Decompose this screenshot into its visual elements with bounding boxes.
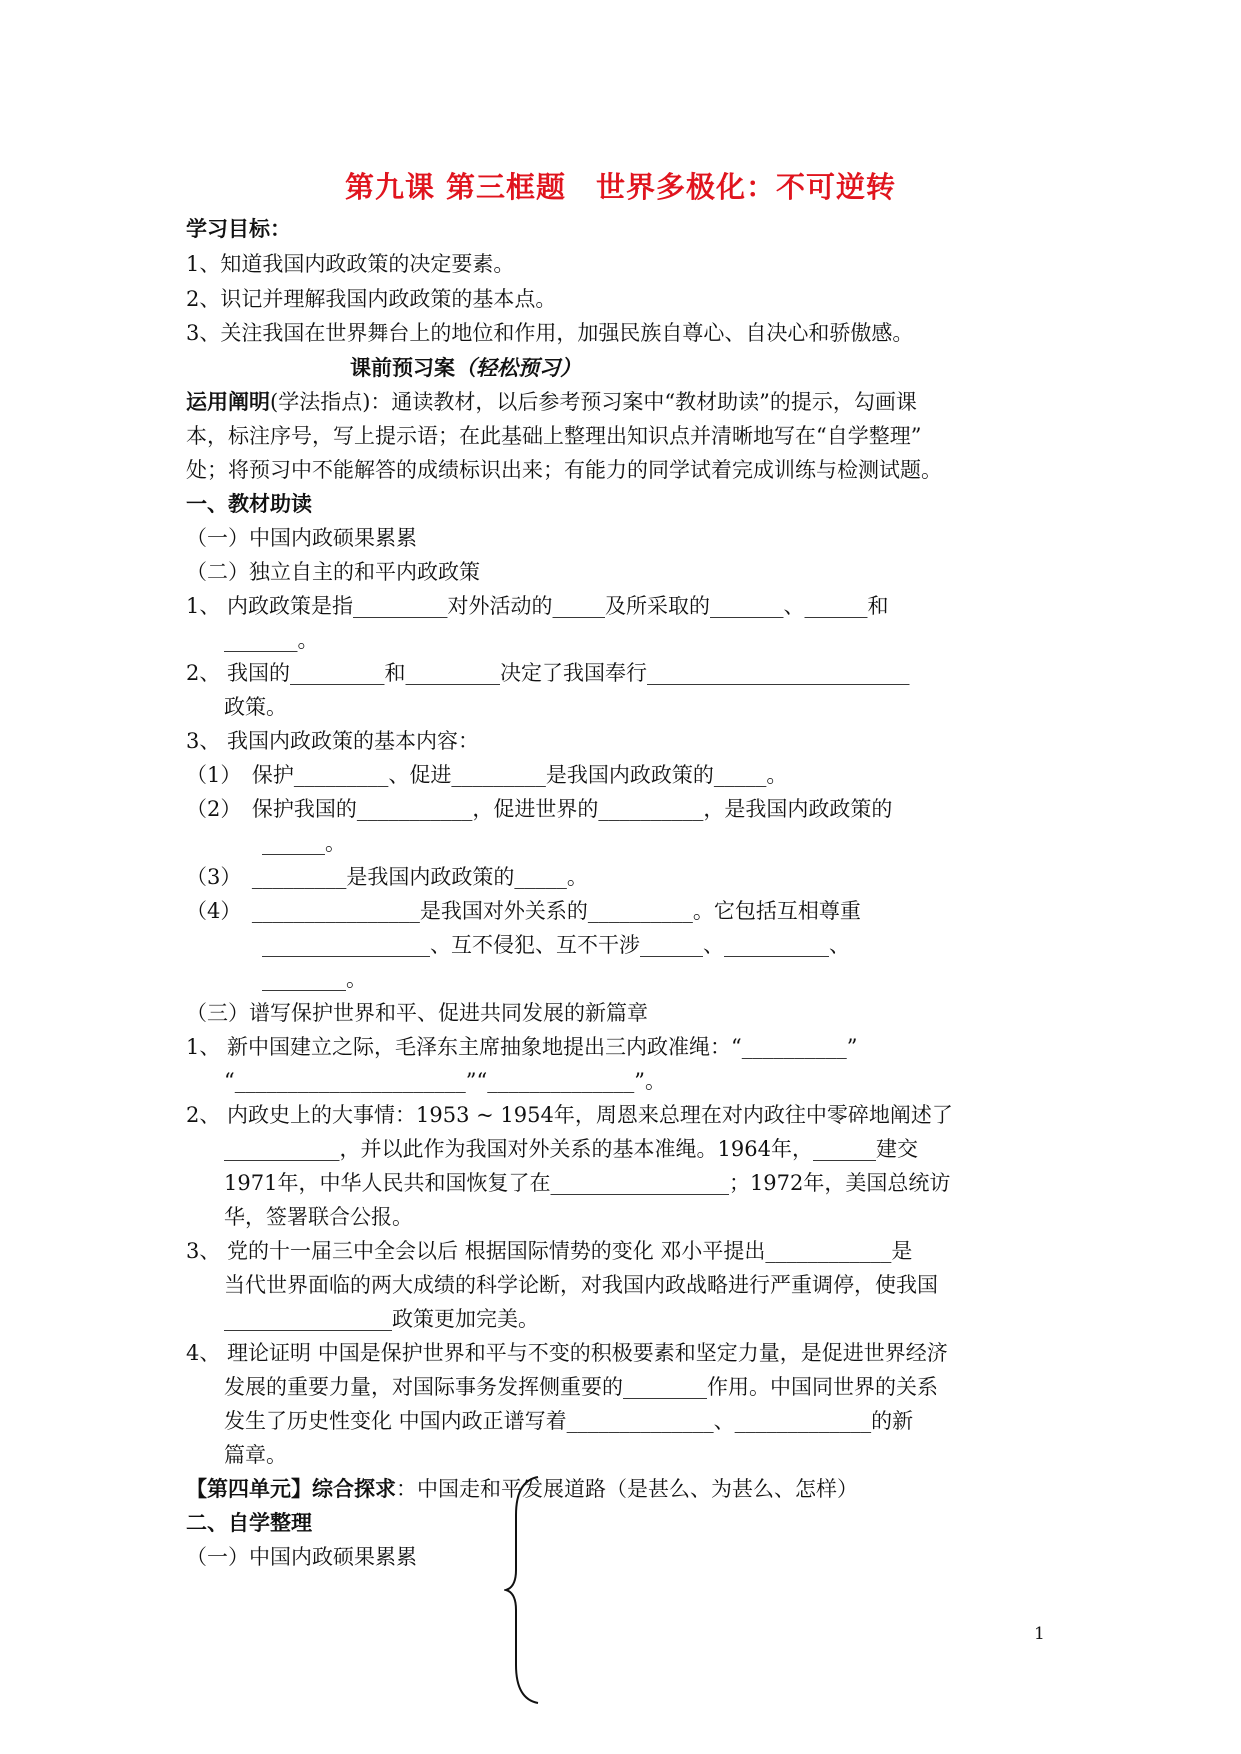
unit-text: ：中国走和平发展道路（是甚么、为甚么、怎样） <box>396 1477 858 1501</box>
question-line: 1971年，中华人民共和国恢复了在_________________；1972年，美国总统访 <box>224 1171 951 1195</box>
method-label: 运用阐明 <box>186 390 270 414</box>
question-line: 发展的重要力量，对国际事务发挥侧重要的________作用。中国同世界的关系 <box>224 1375 938 1399</box>
preview-sub: （轻松预习） <box>455 355 581 380</box>
method-text: (学法指点)：通读教材，以后参考预习案中“教材助读”的提示，勾画课 <box>270 390 917 414</box>
method-line: 处；将预习中不能解答的成绩标识出来；有能力的同学试着完成训练与检测试题。 <box>186 458 942 482</box>
question-line: 3、 党的十一届三中全会以后 根据国际情势的变化 邓小平提出____________是 <box>186 1239 913 1263</box>
question-line: 发生了历史性变化 中国内政正谱写着______________、_____________的新 <box>224 1409 914 1433</box>
question-line: 政策。 <box>224 695 287 719</box>
question-line: 2、 内政史上的大事情：1953 ~ 1954年，周恩来总理在对内政往中零碎地阐述了 <box>186 1103 953 1127</box>
brace-symbol <box>504 1475 544 1705</box>
question-line: 3、 我国内政政策的基本内容： <box>186 729 480 753</box>
page-title: 第九课 第三框题 世界多极化：不可逆转 <box>344 170 897 204</box>
unit-label: 【第四单元】综合探求 <box>186 1477 396 1501</box>
objective-item: 2、识记并理解我国内政政策的基本点。 <box>186 287 557 311</box>
method-line <box>186 389 917 415</box>
question-line: ___________，并以此作为我国对外关系的基本准绳。1964年，______建交 <box>224 1137 918 1161</box>
question-line: 华，签署联合公报。 <box>224 1205 413 1229</box>
question-line: ______。 <box>262 831 346 855</box>
question-line: ________________、互不侵犯、互不干涉______、__________、 <box>262 933 850 957</box>
question-line: 篇章。 <box>224 1443 287 1467</box>
subsection-heading: （三）谱写保护世界和平、促进共同发展的新篇章 <box>186 1001 648 1025</box>
question-line: 1、 新中国建立之际，毛泽东主席抽象地提出三内政准绳：“__________” <box>186 1035 858 1059</box>
question-line: 1、 内政政策是指_________对外活动的_____及所采取的_______、______和 <box>186 594 889 618</box>
question-line: （4） ________________是我国对外关系的__________。它包括互相尊重 <box>186 899 861 923</box>
objective-item: 3、关注我国在世界舞台上的地位和作用，加强民族自尊心、自决心和骄傲感。 <box>186 321 914 345</box>
question-line: 当代世界面临的两大成绩的科学论断，对我国内政战略进行严重调停，使我国 <box>224 1273 938 1297</box>
question-line: ________。 <box>262 967 367 991</box>
question-line: （1） 保护_________、促进_________是我国内政政策的_____。 <box>186 763 788 787</box>
preview-heading <box>350 355 581 381</box>
question-line: 2、 我国的_________和_________决定了我国奉行_________________________ <box>186 661 910 685</box>
method-line: 本，标注序号，写上提示语；在此基础上整理出知识点并清晰地写在“自学整理” <box>186 424 922 448</box>
subsection-heading: （一）中国内政硕果累累 <box>186 526 417 550</box>
objectives-heading: 学习目标： <box>186 217 291 241</box>
question-line: 4、 理论证明 中国是保护世界和平与不变的积极要素和坚定力量，是促进世界经济 <box>186 1341 948 1365</box>
section-heading: 二、自学整理 <box>186 1511 312 1535</box>
subsection-heading: （二）独立自主的和平内政政策 <box>186 560 480 584</box>
subsection-heading: （一）中国内政硕果累累 <box>186 1545 417 1569</box>
question-line: _______。 <box>224 628 319 652</box>
objective-item: 1、知道我国内政政策的决定要素。 <box>186 252 515 276</box>
question-line: ________________政策更加完美。 <box>224 1307 539 1331</box>
preview-label: 课前预习案 <box>350 356 455 380</box>
question-line: “______________________”“______________”。 <box>224 1069 666 1093</box>
section-heading: 一、教材助读 <box>186 492 312 516</box>
question-line: （2） 保护我国的___________，促进世界的__________，是我国内政政策的 <box>186 797 893 821</box>
page-number: 1 <box>1034 1624 1045 1644</box>
question-line: （3） _________是我国内政政策的_____。 <box>186 865 588 889</box>
